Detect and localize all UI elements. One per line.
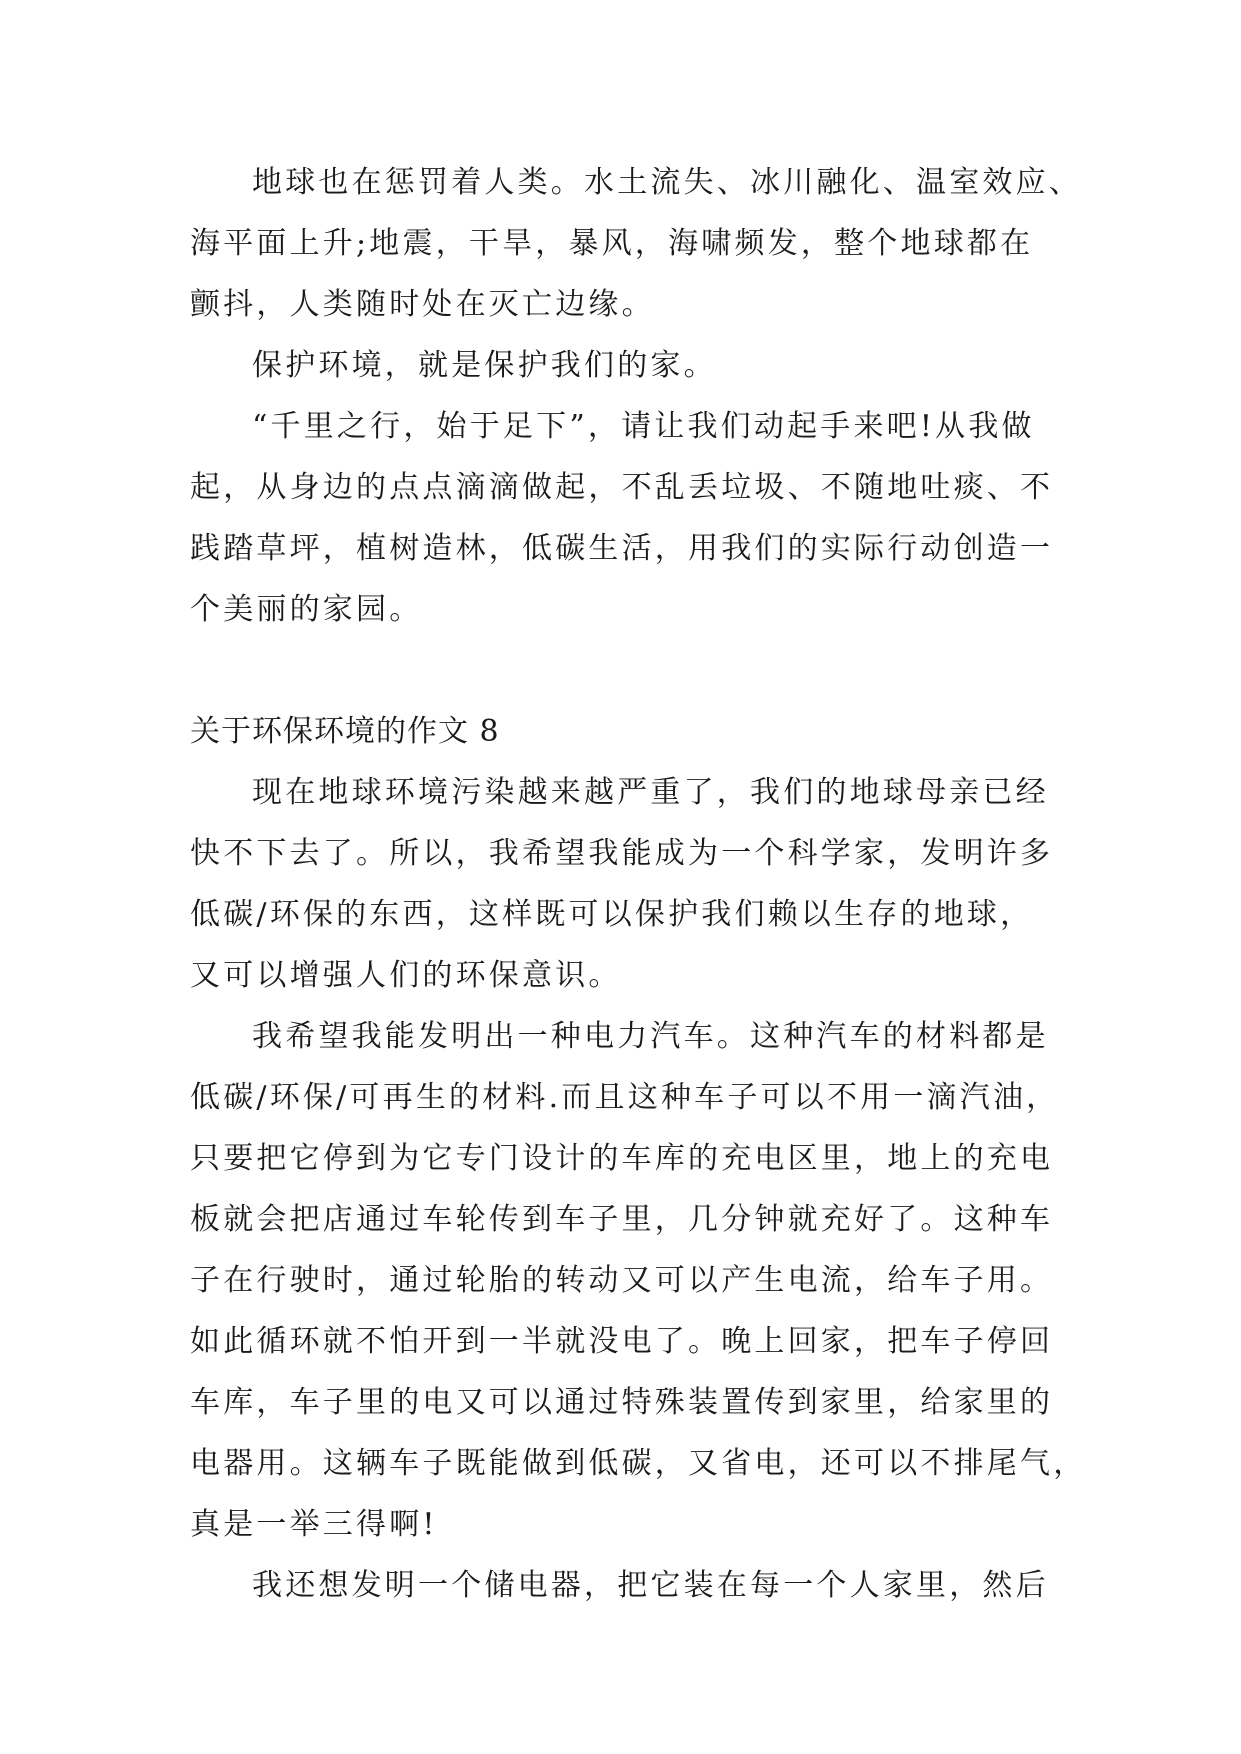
text-line: 保护环境，就是保护我们的家。	[252, 348, 717, 383]
paragraph-electric-car	[190, 1006, 1087, 1555]
text-line: “千里之行，始于足下”，请让我们动起手来吧!从我做	[252, 409, 1035, 444]
paragraph-earth-punishment	[190, 152, 1082, 335]
text-line: 如此循环就不怕开到一半就没电了。晚上回家，把车子停回	[190, 1324, 1054, 1359]
text-line: 快不下去了。所以，我希望我能成为一个科学家，发明许多	[190, 836, 1054, 871]
text-line: 只要把它停到为它专门设计的车库的充电区里，地上的充电	[190, 1141, 1054, 1176]
paragraph-protect-home	[190, 335, 1070, 396]
text-line: 子在行驶时，通过轮胎的转动又可以产生电流，给车子用。	[190, 1263, 1054, 1298]
text-line: 低碳/环保的东西，这样既可以保护我们赖以生存的地球，	[190, 897, 1034, 932]
text-line: 颤抖，人类随时处在灭亡边缘。	[190, 287, 655, 322]
paragraph-start-now	[190, 396, 1070, 640]
text-line: 车库，车子里的电又可以通过特殊装置传到家里，给家里的	[190, 1385, 1054, 1420]
text-line: 板就会把店通过车轮传到车子里，几分钟就充好了。这种车	[190, 1202, 1054, 1237]
text-line: 我希望我能发明出一种电力汽车。这种汽车的材料都是	[252, 1019, 1049, 1054]
document-body	[190, 152, 1087, 1616]
text-line: 电器用。这辆车子既能做到低碳，又省电，还可以不排尾气，	[190, 1446, 1087, 1481]
text-line: 我还想发明一个储电器，把它装在每一个人家里，然后	[252, 1568, 1049, 1603]
paragraph-scientist-wish	[190, 762, 1070, 1006]
text-line: 真是一举三得啊!	[190, 1507, 438, 1542]
text-line: 践踏草坪，植树造林，低碳生活，用我们的实际行动创造一	[190, 531, 1054, 566]
text-line: 起，从身边的点点滴滴做起，不乱丢垃圾、不随地吐痰、不	[190, 470, 1054, 505]
essay-heading: 关于环保环境的作文 8	[190, 714, 500, 749]
text-line: 低碳/环保/可再生的材料.而且这种车子可以不用一滴汽油，	[190, 1080, 1060, 1115]
text-line: 现在地球环境污染越来越严重了，我们的地球母亲已经	[252, 775, 1049, 810]
text-line: 地球也在惩罚着人类。水土流失、冰川融化、温室效应、	[252, 165, 1082, 200]
text-line: 个美丽的家园。	[190, 592, 423, 627]
text-line: 又可以增强人们的环保意识。	[190, 958, 622, 993]
paragraph-power-storage	[190, 1555, 1070, 1616]
text-line: 海平面上升;地震，干旱，暴风，海啸频发，整个地球都在	[190, 226, 1034, 261]
